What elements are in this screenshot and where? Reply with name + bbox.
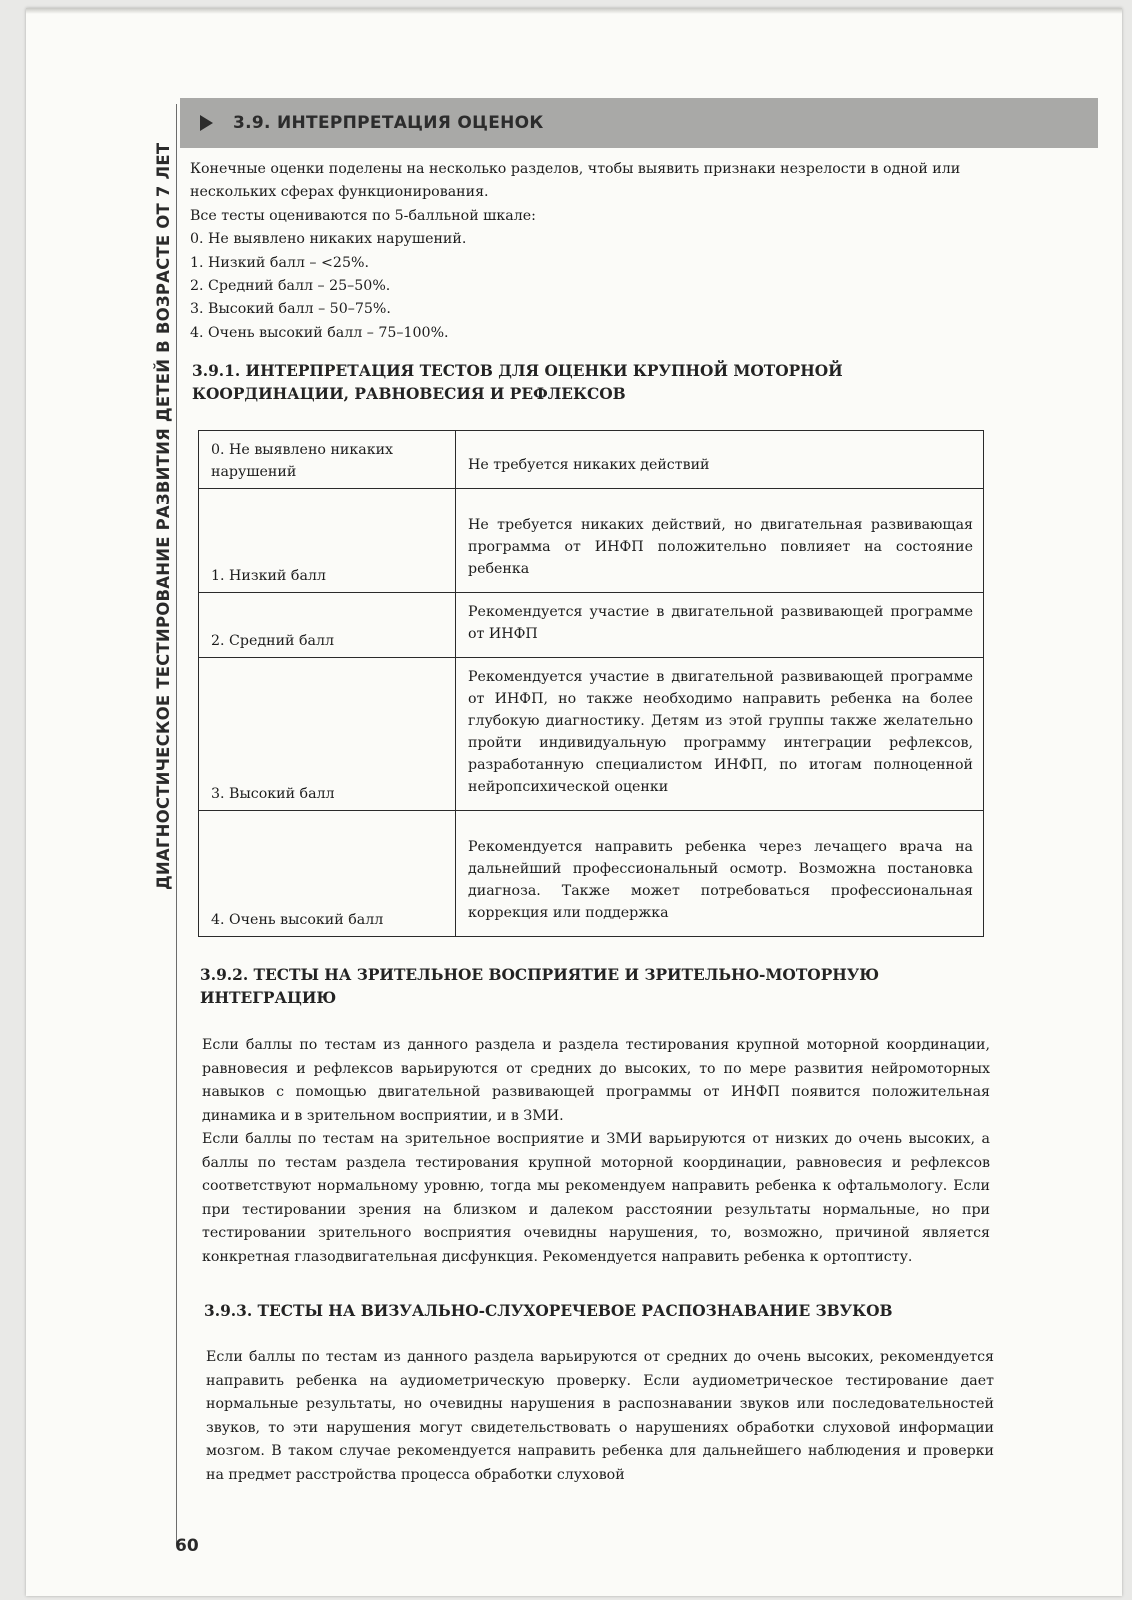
action-cell: Не требуется никаких действий, но двигательная развивающая программа от ИНФП положительно повлияет на состояние ребенка bbox=[456, 489, 984, 593]
intro-line: Конечные оценки поделены на несколько разделов, чтобы выявить признаки незрелости в одной или нескольких сферах функционирования. bbox=[190, 161, 961, 201]
table-row bbox=[199, 593, 984, 658]
action-cell: Не требуется никаких действий bbox=[456, 431, 984, 489]
section-title: 3.9. ИНТЕРПРЕТАЦИЯ ОЦЕНОК bbox=[233, 113, 544, 133]
table-row bbox=[199, 811, 984, 937]
table-row bbox=[199, 658, 984, 811]
scale-item: 4. Очень высокий балл – 75–100%. bbox=[190, 324, 449, 341]
margin-rule bbox=[176, 104, 177, 1544]
paragraph: Если баллы по тестам из данного раздела и раздела тестирования крупной моторной координации, равновесия и рефлексов варьируются от средних до высоких, то по мере развития нейромоторных навыков с помощью двигательной развивающей программы от ИНФП появится положительная динамика и в зрительном восприятии, и в ЗМИ. bbox=[202, 1037, 990, 1124]
interpretation-table bbox=[198, 430, 984, 937]
action-cell: Рекомендуется участие в двигательной развивающей программе от ИНФП, но также необходимо направить ребенка на более глубокую диагностику. Детям из этой группы также желательно пройти индивидуальную программу интеграции рефлексов, разработанную специалистом ИНФП, по итогам полноценной нейропсихической оценки bbox=[456, 658, 984, 811]
score-cell: 3. Высокий балл bbox=[199, 658, 456, 811]
intro-line: Все тесты оцениваются по 5-балльной шкале: bbox=[190, 207, 536, 224]
scale-item: 1. Низкий балл – <25%. bbox=[190, 254, 369, 271]
action-cell: Рекомендуется направить ребенка через лечащего врача на дальнейший профессиональный осмотр. Возможна постановка диагноза. Также может потребоваться профессиональная коррекция или поддержка bbox=[456, 811, 984, 937]
running-title: ДИАГНОСТИЧЕСКОЕ ТЕСТИРОВАНИЕ РАЗВИТИЯ ДЕТЕЙ В ВОЗРАСТЕ ОТ 7 ЛЕТ bbox=[154, 142, 173, 890]
table-row bbox=[199, 489, 984, 593]
score-cell: 2. Средний балл bbox=[199, 593, 456, 658]
subsection-title-3-9-2: 3.9.2. ТЕСТЫ НА ЗРИТЕЛЬНОЕ ВОСПРИЯТИЕ И ЗРИТЕЛЬНО-МОТОРНУЮ ИНТЕГРАЦИЮ bbox=[200, 966, 880, 1007]
triangle-bullet-icon bbox=[200, 115, 213, 131]
score-cell: 0. Не выявлено никаких нарушений bbox=[199, 431, 456, 489]
paragraph: Если баллы по тестам из данного раздела варьируются от средних до очень высоких, рекомендуется направить ребенка на аудиометрическую проверку. Если аудиометрическое тестирование дает нормальные результаты, но очевидны нарушения в распознавании звуков или последовательностей звуков, то эти нарушения могут свидетельствовать о нарушениях обработки слуховой информации мозгом. В таком случае рекомендуется направить ребенка для дальнейшего наблюдения и проверки на предмет расстройства процесса обработки слуховой bbox=[206, 1349, 994, 1483]
subsection-title-3-9-3: 3.9.3. ТЕСТЫ НА ВИЗУАЛЬНО-СЛУХОРЕЧЕВОЕ РАСПОЗНАВАНИЕ ЗВУКОВ bbox=[204, 1302, 893, 1320]
visual-perception-text bbox=[202, 1034, 990, 1269]
auditory-recognition-text bbox=[206, 1346, 994, 1487]
page-number: 60 bbox=[175, 1536, 199, 1556]
score-cell: 4. Очень высокий балл bbox=[199, 811, 456, 937]
intro-text bbox=[190, 158, 990, 345]
scale-item: 2. Средний балл – 25–50%. bbox=[190, 278, 391, 295]
subsection-title-3-9-1: 3.9.1. ИНТЕРПРЕТАЦИЯ ТЕСТОВ ДЛЯ ОЦЕНКИ КРУПНОЙ МОТОРНОЙ КООРДИНАЦИИ, РАВНОВЕСИЯ И РЕФЛЕКСОВ bbox=[192, 362, 843, 403]
scale-item: 3. Высокий балл – 50–75%. bbox=[190, 301, 391, 318]
score-cell: 1. Низкий балл bbox=[199, 489, 456, 593]
table-row bbox=[199, 431, 984, 489]
action-cell: Рекомендуется участие в двигательной развивающей программе от ИНФП bbox=[456, 593, 984, 658]
section-header-bar bbox=[180, 98, 1098, 148]
scale-item: 0. Не выявлено никаких нарушений. bbox=[190, 231, 467, 248]
page-edge-shadow bbox=[26, 8, 1122, 14]
paragraph: Если баллы по тестам на зрительное восприятие и ЗМИ варьируются от низких до очень высоких, а баллы по тестам раздела тестирования крупной моторной координации, равновесия и рефлексов соответствуют нормальному уровню, тогда мы рекомендуем направить ребенка к офтальмологу. Если при тестировании зрения на близком и далеком расстоянии результаты нормальные, но при тестировании зрительного восприятия очевидны нарушения, то, возможно, причиной является конкретная глазодвигательная дисфункция. Рекомендуется направить ребенка к ортоптисту. bbox=[202, 1131, 990, 1265]
